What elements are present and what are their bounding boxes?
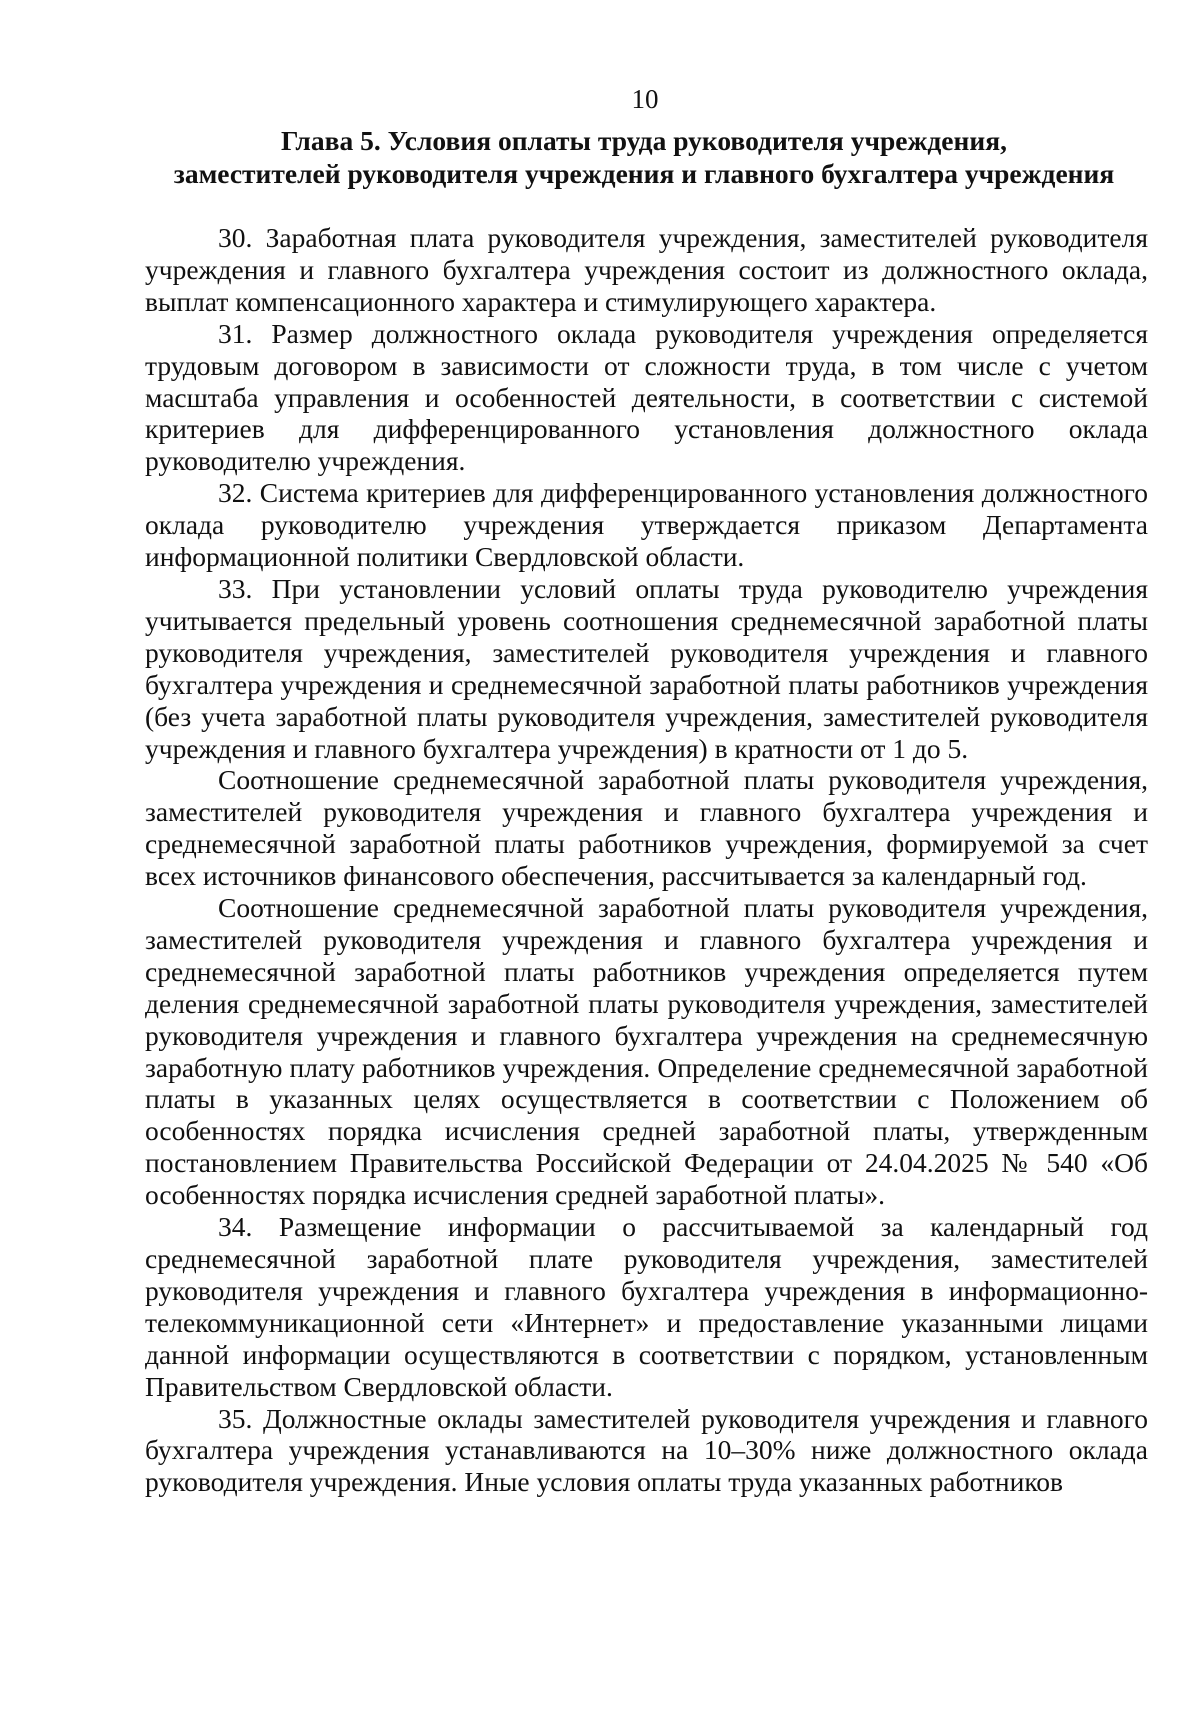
paragraph-32: 32. Система критериев для дифференцированного установления должностного оклада руководителю учреждения утверждается приказом Департамента информационной политики Свердловской области. xyxy=(145,477,1148,573)
paragraph-33-ratio-method: Соотношение среднемесячной заработной платы руководителя учреждения, заместителей руководителя учреждения и главного бухгалтера учреждения и среднемесячной заработной платы работников учреждения определяется путем деления среднемесячной заработной платы руководителя учреждения, заместителей руководителя учреждения и главного бухгалтера учреждения на среднемесячную заработную плату работников учреждения. Определение среднемесячной заработной платы в указанных целях осуществляется в соответствии с Положением об особенностях порядка исчисления средней заработной платы, утвержденным постановлением Правительства Российской Федерации от 24.04.2025 № 540 «Об особенностях порядка исчисления средней заработной платы». xyxy=(145,892,1148,1211)
chapter-title xyxy=(140,124,1148,190)
paragraph-33-ratio-period: Соотношение среднемесячной заработной платы руководителя учреждения, заместителей руководителя учреждения и главного бухгалтера учреждения и среднемесячной заработной платы работников учреждения, формируемой за счет всех источников финансового обеспечения, рассчитывается за календарный год. xyxy=(145,764,1148,892)
chapter-title-line-1: Глава 5. Условия оплаты труда руководителя учреждения, xyxy=(281,125,1007,156)
document-body xyxy=(145,222,1148,1498)
paragraph-35: 35. Должностные оклады заместителей руководителя учреждения и главного бухгалтера учреждения устанавливаются на 10–30% ниже должностного оклада руководителя учреждения. Иные условия оплаты труда указанных работников xyxy=(145,1402,1148,1498)
page-number: 10 xyxy=(631,84,659,114)
chapter-title-line-2: заместителей руководителя учреждения и главного бухгалтера учреждения xyxy=(173,158,1115,189)
paragraph-31: 31. Размер должностного оклада руководителя учреждения определяется трудовым договором в зависимости от сложности труда, в том числе с учетом масштаба управления и особенностей деятельности, в соответствии с системой критериев для дифференцированного установления должностного оклада руководителю учреждения. xyxy=(145,317,1148,477)
paragraph-34: 34. Размещение информации о рассчитываемой за календарный год среднемесячной заработной плате руководителя учреждения, заместителей руководителя учреждения и главного бухгалтера учреждения в информационно-телекоммуникационной сети «Интернет» и предоставление указанными лицами данной информации осуществляются в соответствии с порядком, установленным Правительством Свердловской области. xyxy=(145,1211,1148,1402)
paragraph-33: 33. При установлении условий оплаты труда руководителю учреждения учитывается предельный уровень соотношения среднемесячной заработной платы руководителя учреждения, заместителей руководителя учреждения и главного бухгалтера учреждения и среднемесячной заработной платы работников учреждения (без учета заработной платы руководителя учреждения, заместителей руководителя учреждения и главного бухгалтера учреждения) в кратности от 1 до 5. xyxy=(145,572,1148,764)
paragraph-30: 30. Заработная плата руководителя учреждения, заместителей руководителя учреждения и главного бухгалтера учреждения состоит из должностного оклада, выплат компенсационного характера и стимулирующего характера. xyxy=(145,222,1148,317)
